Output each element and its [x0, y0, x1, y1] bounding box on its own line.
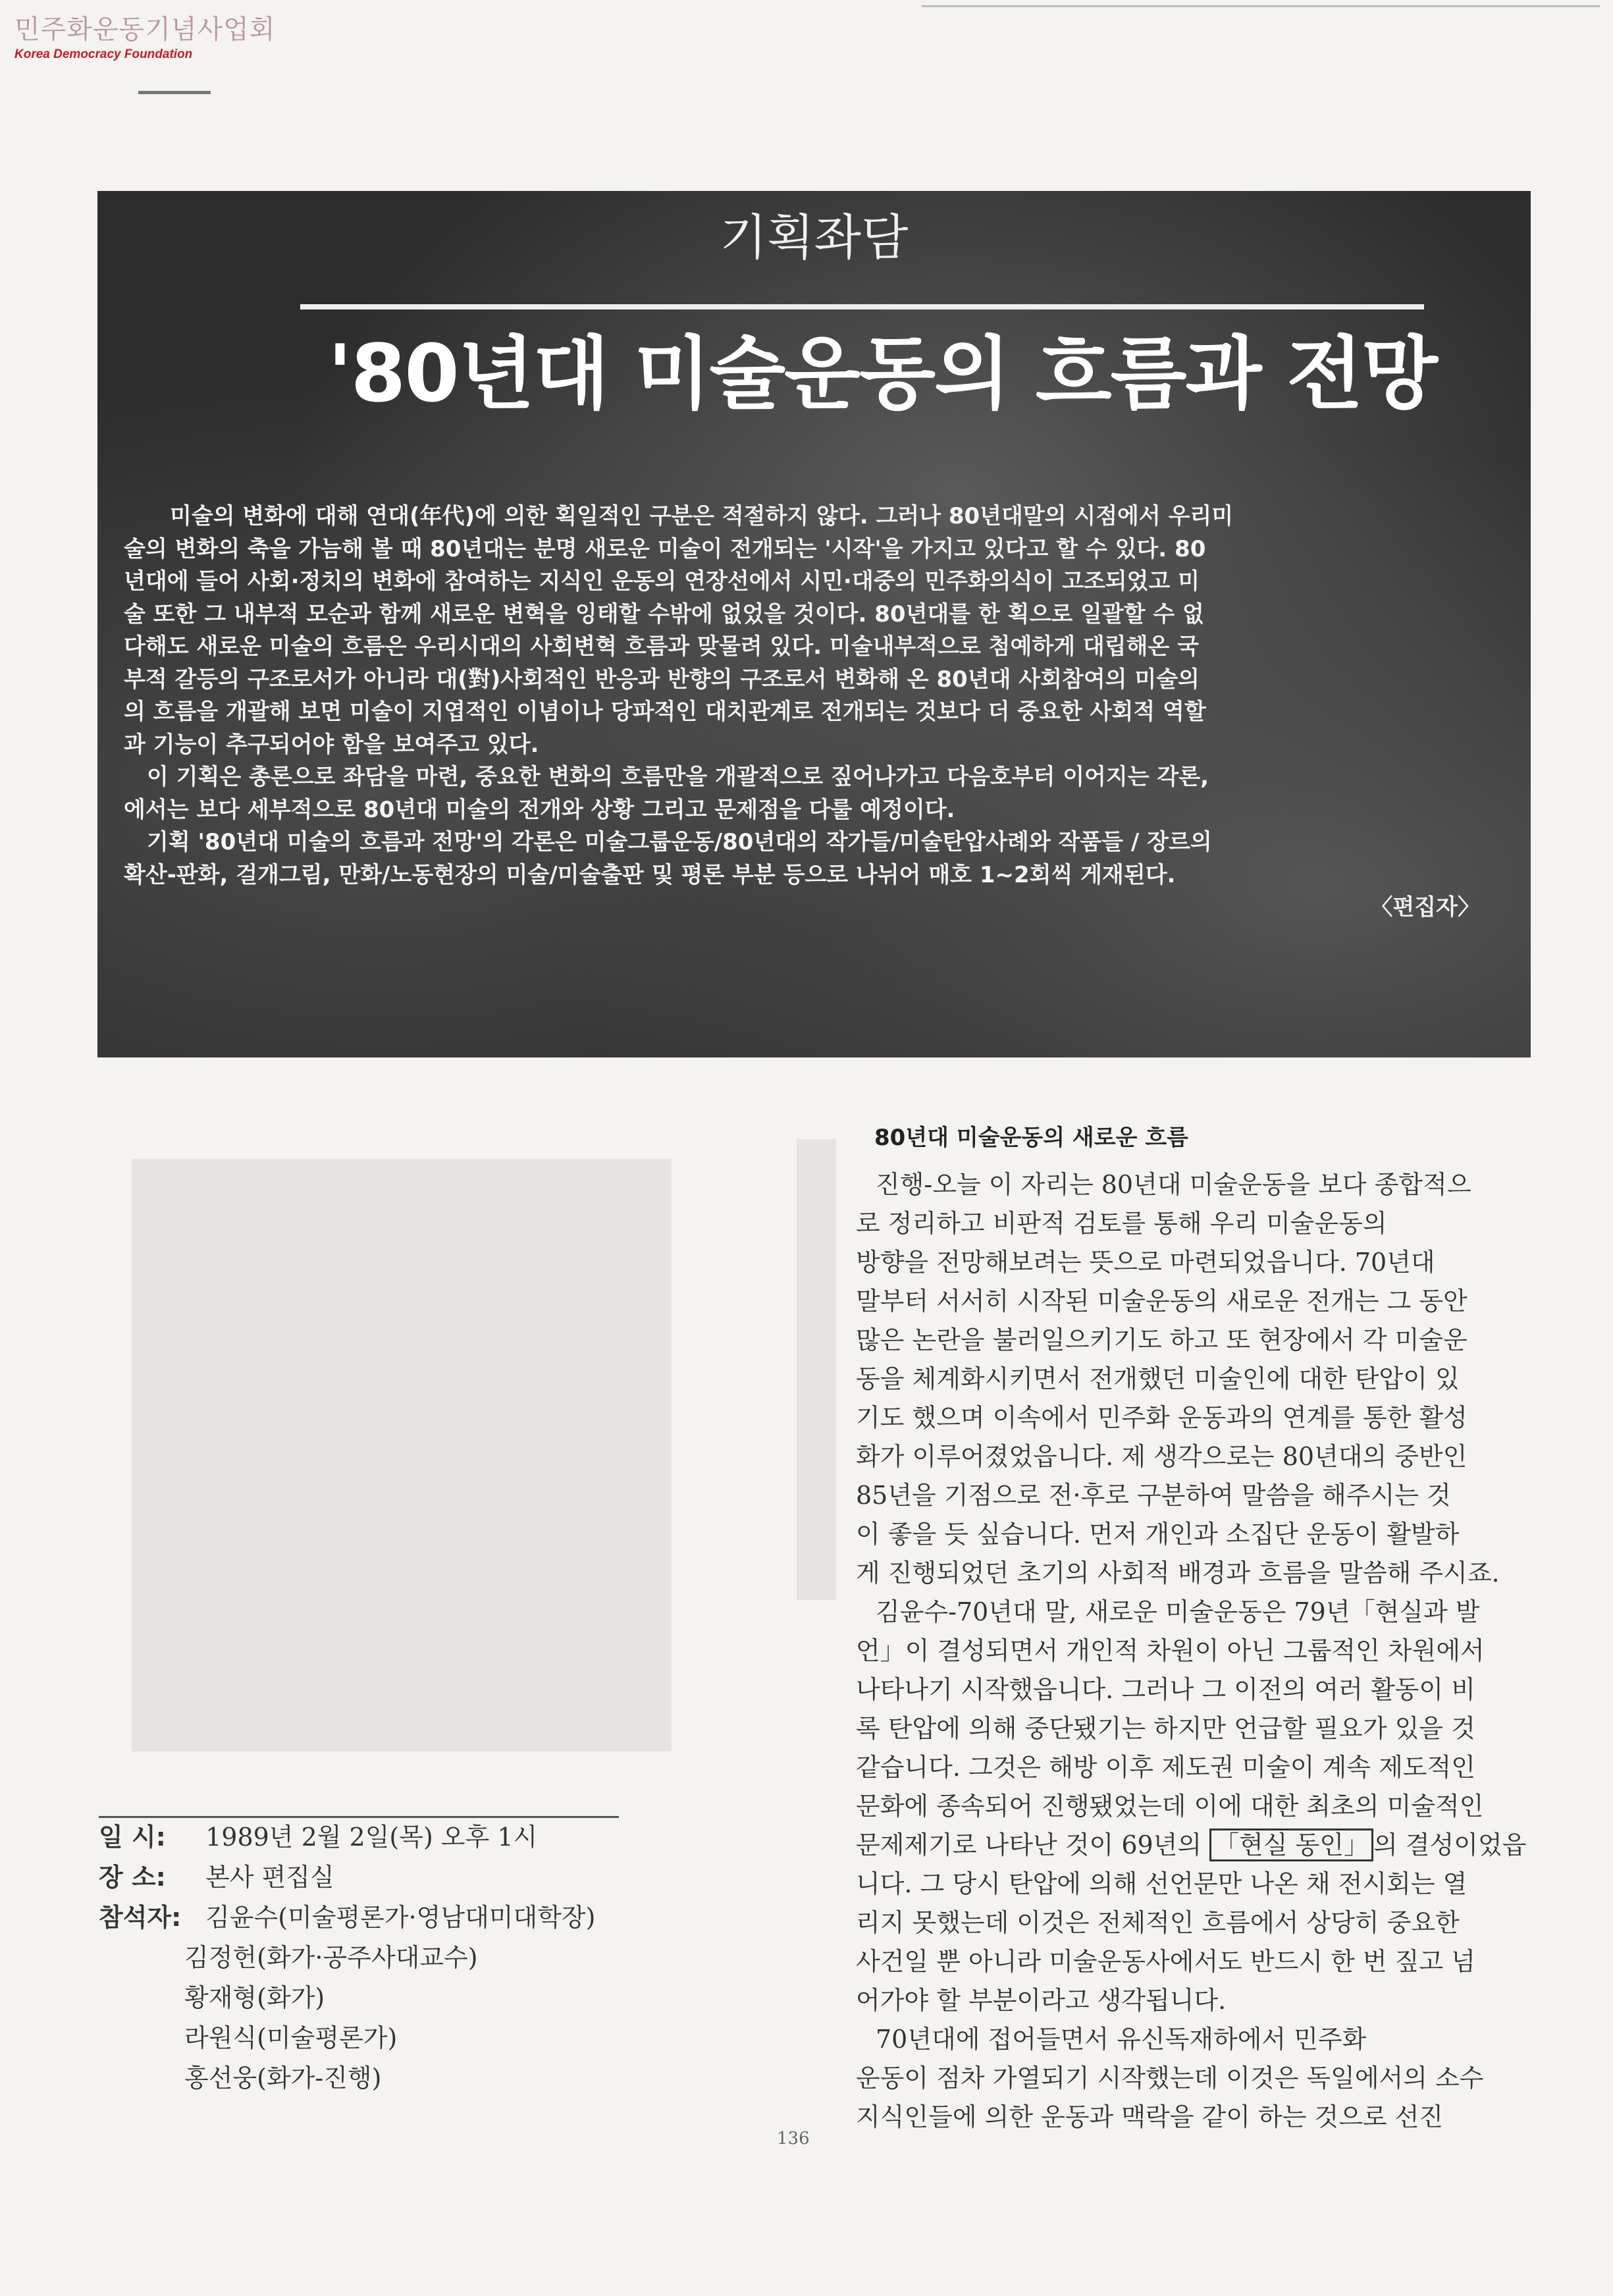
article-line: 동을 체계화시키면서 전개했던 미술인에 대한 탄압이 있	[856, 1364, 1460, 1393]
page-number: 136	[777, 2129, 810, 2149]
intro-line: 과 기능이 추구되어야 함을 보여주고 있다.	[124, 731, 539, 758]
article-line: 많은 논란을 불러일으키기도 하고 또 현장에서 각 미술운	[856, 1325, 1468, 1354]
bleed-through-gutter	[797, 1139, 836, 1600]
article-line: 문화에 종속되어 진행됐었는데 이에 대한 최초의 미술적인	[856, 1792, 1484, 1821]
article-body	[856, 1165, 1541, 2137]
attendee: 라원식(미술평론가)	[184, 2023, 398, 2052]
meeting-date-row	[99, 1817, 639, 1857]
article-line: 말부터 서서히 시작된 미술운동의 새로운 전개는 그 동안	[856, 1287, 1468, 1316]
article-line: 지식인들에 의한 운동과 맥락을 같이 하는 것으로 선진	[856, 2102, 1444, 2131]
article-line: 화가 이루어졌었읍니다. 제 생각으로는 80년대의 중반인	[856, 1442, 1468, 1471]
article-line: 운동이 점차 가열되기 시작했는데 이것은 독일에서의 소수	[856, 2064, 1484, 2093]
article-line: 방향을 전망해보려는 뜻으로 마련되었읍니다. 70년대	[856, 1248, 1435, 1277]
article-line: 진행-오늘 이 자리는 80년대 미술운동을 보다 종합적으	[876, 1170, 1471, 1199]
intro-line: 미술의 변화에 대해 연대(年代)에 의한 획일적인 구분은 적절하지 않다. 그러나 80년대말의 시점에서 우리미	[170, 503, 1234, 529]
watermark-logo	[14, 14, 275, 62]
banner-rule	[300, 304, 1424, 309]
watermark-org-korean: 민주화운동기념사업회	[14, 14, 276, 45]
intro-line: 확산-판화, 걸개그림, 만화/노동현장의 미술/미술출판 및 평론 부분 등으로 나뉘어 매호 1~2회씩 게재된다.	[124, 861, 1176, 888]
meeting-date-value: 1989년 2월 2일(목) 오후 1시	[205, 1823, 538, 1852]
intro-line: 술의 변화의 축을 가늠해 볼 때 80년대는 분명 새로운 미술이 전개되는 '시작'을 가지고 있다고 할 수 있다. 80	[124, 535, 1206, 562]
meeting-attendees-label: 참석자:	[99, 1903, 182, 1932]
article-line: 김윤수-70년대 말, 새로운 미술운동은 79년「현실과 발	[876, 1597, 1480, 1626]
article-line: 이 좋을 듯 싶습니다. 먼저 개인과 소집단 운동이 활발하	[856, 1520, 1460, 1549]
section-heading: 80년대 미술운동의 새로운 흐름	[874, 1125, 1188, 1151]
attendee: 황재형(화가)	[184, 1983, 325, 2012]
intro-line: 부적 갈등의 구조로서가 아니라 대(對)사회적인 반응과 반향의 구조로서 변화해 온 80년대 사회참여의 미술의	[124, 666, 1200, 693]
article-line: 리지 못했는데 이것은 전체적인 흐름에서 상당히 중요한	[856, 1908, 1460, 1937]
article-line: 사건일 뿐 아니라 미술운동사에서도 반드시 한 번 짚고 넘	[856, 1947, 1475, 1976]
article-line: 록 탄압에 의해 중단됐기는 하지만 언급할 필요가 있을 것	[856, 1714, 1475, 1743]
meeting-place-row	[99, 1857, 639, 1898]
intro-line: 에서는 보다 세부적으로 80년대 미술의 전개와 상황 그리고 문제점을 다룰 예정이다.	[124, 796, 955, 823]
highlighted-phrase: 「현실 동인」	[1209, 1829, 1373, 1861]
intro-line: 이 기획은 총론으로 좌담을 마련, 중요한 변화의 흐름만을 개괄적으로 짚어나가고 다음호부터 이어지는 각론,	[147, 764, 1209, 790]
article-line: 기도 했으며 이속에서 민주화 운동과의 연계를 통한 활성	[856, 1403, 1468, 1432]
article-line: 70년대에 접어들면서 유신독재하에서 민주화	[876, 2025, 1367, 2054]
scan-mark-top	[138, 91, 211, 94]
attendee: 홍선웅(화가-진행)	[184, 2064, 382, 2093]
meeting-info	[99, 1817, 639, 2098]
article-line: 나타나기 시작했읍니다. 그러나 그 이전의 여러 활동이 비	[856, 1675, 1475, 1704]
article-line: 니다. 그 당시 탄압에 의해 선언문만 나온 채 전시회는 열	[856, 1869, 1468, 1898]
article-line: 문제제기로 나타난 것이 69년의 「현실 동인」 의 결성이었읍	[856, 1826, 1541, 1865]
intro-line: 기획 '80년대 미술의 흐름과 전망'의 각론은 미술그룹운동/80년대의 작가들/미술탄압사례와 작품들 / 장르의	[147, 829, 1212, 855]
intro-line: 의 흐름을 개괄해 보면 미술이 지엽적인 이념이나 당파적인 대치관계로 전개되는 것보다 더 중요한 사회적 역할	[124, 699, 1206, 725]
attendee: 김정헌(화가·공주사대교수)	[184, 1943, 478, 1972]
banner-intro	[124, 500, 1480, 924]
article-line: 같습니다. 그것은 해방 이후 제도권 미술이 계속 제도적인	[856, 1753, 1475, 1782]
meeting-attendees-row	[99, 1898, 639, 1938]
attendee: 김윤수(미술평론가·영남대미대학장)	[205, 1903, 596, 1932]
intro-line: 술 또한 그 내부적 모순과 함께 새로운 변혁을 잉태할 수밖에 없었을 것이다. 80년대를 한 획으로 일괄할 수 없	[124, 601, 1204, 627]
meeting-place-value: 본사 편집실	[205, 1863, 334, 1892]
article-line: 게 진행되었던 초기의 사회적 배경과 흐름을 말씀해 주시죠.	[856, 1559, 1500, 1588]
article-line: 85년을 기점으로 전·후로 구분하여 말씀을 해주시는 것	[856, 1481, 1451, 1510]
intro-line: 다해도 새로운 미술의 흐름은 우리시대의 사회변혁 흐름과 맞물려 있다. 미술내부적으로 첨예하게 대립해온 국	[124, 633, 1199, 660]
scan-mark-top-right	[922, 5, 1600, 7]
meeting-place-label: 장 소:	[99, 1863, 166, 1892]
article-banner	[97, 191, 1531, 1057]
watermark-org-english: Korea Democracy Foundation	[14, 47, 193, 61]
meeting-date-label: 일 시:	[99, 1823, 166, 1852]
article-line: 언」이 결성되면서 개인적 차원이 아닌 그룹적인 차원에서	[856, 1636, 1485, 1665]
banner-eyebrow: 기획좌담	[720, 209, 909, 266]
article-line: 어가야 할 부분이라고 생각됩니다.	[856, 1986, 1227, 2015]
bleed-through-column	[132, 1159, 672, 1751]
intro-line: 년대에 들어 사회·정치의 변화에 참여하는 지식인 운동의 연장선에서 시민·대중의 민주화의식이 고조되었고 미	[124, 568, 1200, 595]
banner-title: '80년대 미술운동의 흐름과 전망	[328, 329, 1437, 420]
intro-credit: 〈편집자〉	[1370, 894, 1480, 921]
article-line: 로 정리하고 비판적 검토를 통해 우리 미술운동의	[856, 1209, 1387, 1238]
